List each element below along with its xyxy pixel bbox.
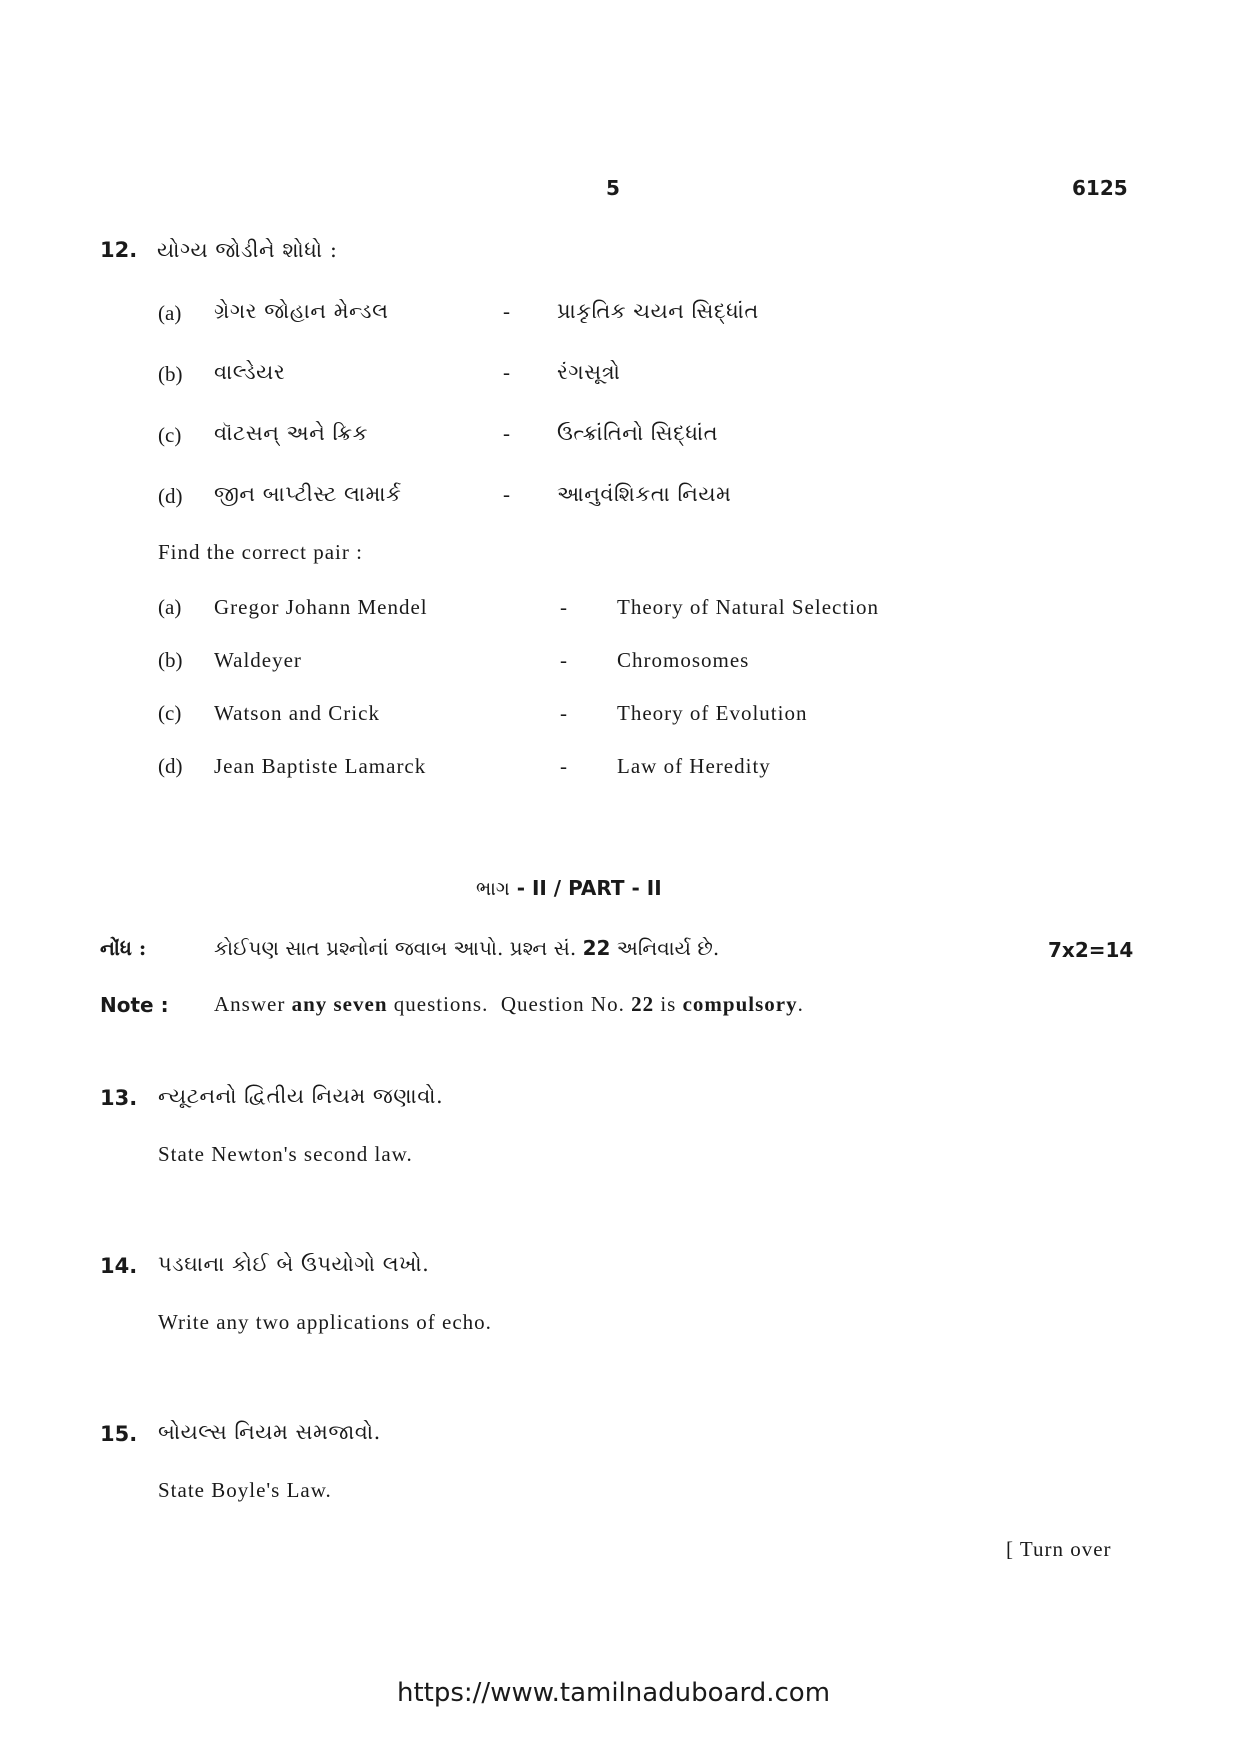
note-en-number: 22 bbox=[631, 992, 655, 1016]
pair-left: Watson and Crick bbox=[214, 701, 380, 725]
pair-right: Chromosomes bbox=[617, 648, 750, 672]
pair-label: (a) bbox=[158, 301, 182, 325]
pair-right: રંગસૂત્રો bbox=[557, 360, 621, 384]
pair-dash: - bbox=[503, 482, 510, 506]
pair-dash: - bbox=[503, 360, 510, 384]
pair-label: (d) bbox=[158, 484, 183, 508]
pair-left: વૉટસન્ અને ક્રિક bbox=[214, 421, 368, 445]
note-en-part2: questions. Question No. bbox=[387, 992, 632, 1016]
question-text-gu: બોયલ્સ નિયમ સમજાવો. bbox=[158, 1420, 381, 1444]
pair-dash: - bbox=[560, 701, 567, 725]
pair-left: જીન બાપ્ટીસ્ટ લામાર્ક bbox=[214, 482, 402, 506]
pair-dash: - bbox=[560, 595, 567, 619]
pair-label: (b) bbox=[158, 362, 183, 386]
note-en-part4: . bbox=[797, 992, 804, 1016]
footer-url-link[interactable]: https://www.tamilnaduboard.com bbox=[397, 1678, 831, 1708]
question-text-en: State Boyle's Law. bbox=[158, 1478, 332, 1502]
pair-right: Theory of Evolution bbox=[617, 701, 808, 725]
note-gu-part2: અનિવાર્ય છે. bbox=[616, 936, 720, 960]
part-heading-en: - II / PART - II bbox=[509, 876, 662, 900]
note-label-en: Note : bbox=[100, 993, 169, 1017]
pair-dash: - bbox=[560, 754, 567, 778]
question-prompt-en: Find the correct pair : bbox=[158, 540, 363, 564]
question-number: 14. bbox=[100, 1254, 138, 1278]
paper-code: 6125 bbox=[1072, 176, 1128, 200]
note-en-compulsory: compulsory bbox=[682, 992, 798, 1016]
pair-label: (d) bbox=[158, 754, 183, 778]
pair-left: Jean Baptiste Lamarck bbox=[214, 754, 427, 778]
question-text-gu: પડઘાના કોઈ બે ઉપયોગો લખો. bbox=[158, 1252, 430, 1276]
note-en-part3: is bbox=[654, 992, 683, 1016]
pair-right: Theory of Natural Selection bbox=[617, 595, 879, 619]
note-text-gu bbox=[214, 936, 719, 960]
note-en-part1: Answer bbox=[214, 992, 292, 1016]
pair-label: (b) bbox=[158, 648, 183, 672]
pair-left: Waldeyer bbox=[214, 648, 302, 672]
part-heading-gu: ભાગ bbox=[476, 878, 510, 900]
question-prompt-gu: યોગ્ય જોડીને શોધો : bbox=[157, 238, 338, 262]
pair-left: ગ્રેગર જોહાન મેન્ડલ bbox=[214, 299, 389, 323]
pair-right: ઉત્ક્રાંતિનો સિદ્ધાંત bbox=[557, 421, 719, 445]
part-heading bbox=[476, 876, 662, 901]
pair-left: વાલ્ડેયર bbox=[214, 360, 286, 384]
question-text-en: Write any two applications of echo. bbox=[158, 1310, 492, 1334]
note-label-gu: નોંધ : bbox=[100, 936, 147, 960]
note-text-en bbox=[214, 992, 804, 1017]
pair-dash: - bbox=[503, 299, 510, 323]
pair-right: Law of Heredity bbox=[617, 754, 771, 778]
pair-label: (c) bbox=[158, 423, 182, 447]
pair-label: (c) bbox=[158, 701, 182, 725]
page-number: 5 bbox=[606, 176, 620, 200]
note-gu-number: 22 bbox=[582, 936, 611, 960]
question-text-gu: ન્યૂટનનો દ્વિતીય નિયમ જણાવો. bbox=[158, 1084, 444, 1108]
pair-dash: - bbox=[503, 421, 510, 445]
pair-label: (a) bbox=[158, 595, 182, 619]
note-gu-part1: કોઈપણ સાત પ્રશ્નોનાં જવાબ આપો. પ્રશ્ન સં. bbox=[214, 936, 577, 960]
pair-right: પ્રાકૃતિક ચયન સિદ્ધાંત bbox=[557, 299, 759, 323]
question-number: 12. bbox=[100, 238, 138, 262]
note-en-any-seven: any seven bbox=[291, 992, 388, 1016]
question-number: 15. bbox=[100, 1422, 138, 1446]
marks: 7x2=14 bbox=[1048, 938, 1134, 962]
pair-dash: - bbox=[560, 648, 567, 672]
pair-left: Gregor Johann Mendel bbox=[214, 595, 428, 619]
turn-over: [ Turn over bbox=[1006, 1537, 1112, 1561]
question-number: 13. bbox=[100, 1086, 138, 1110]
question-text-en: State Newton's second law. bbox=[158, 1142, 413, 1166]
pair-right: આનુવંશિકતા નિયમ bbox=[557, 482, 732, 506]
